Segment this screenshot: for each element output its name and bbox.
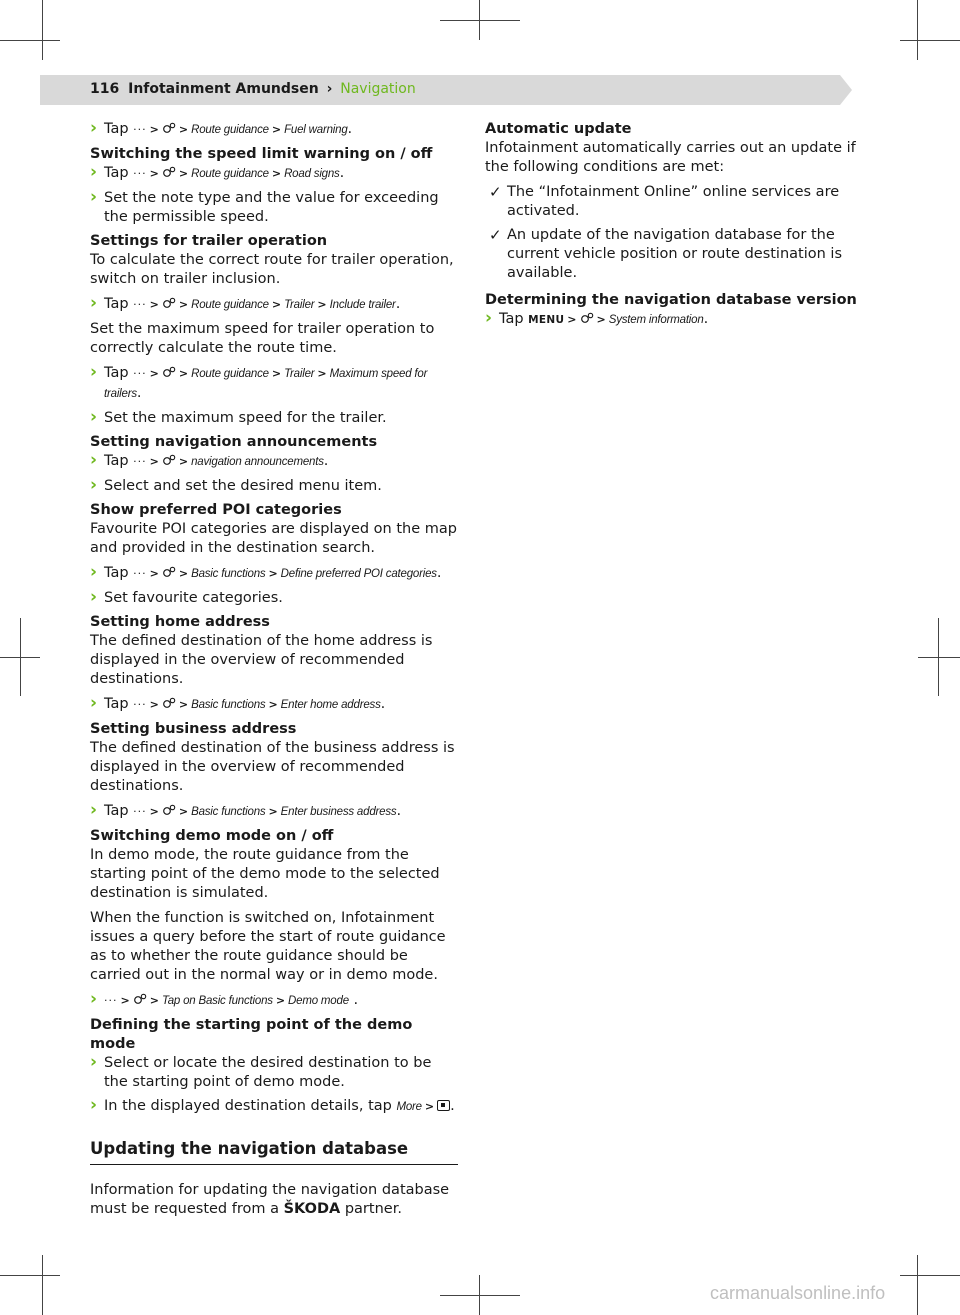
section-heading-update: Updating the navigation database [90,1139,458,1165]
crop-mark [42,0,43,60]
running-header [90,81,416,97]
step-database-version: › Tap MENU > > System information. [485,310,857,330]
step-trailer-2: › Tap ··· > > Route guidance > Trailer > Maximum speed for trailers. [90,364,458,404]
more-dots-icon: ··· [133,567,147,580]
step-trailer-1: › Tap ··· > > Route guidance > Trailer > Include trailer. [90,295,458,315]
brand-name: ŠKODA [283,1201,341,1217]
heading-database-version: Determining the navigation database version [485,292,857,308]
step-poi-1: › Tap ··· > > Basic functions > Define preferred POI categories. [90,564,458,584]
heading-announcements: Setting navigation announcements [90,434,378,450]
settings-gear-icon [162,166,176,178]
crop-mark [900,1275,960,1276]
step-poi-2: › Set favourite categories. [90,589,458,608]
update-body: Information for updating the navigation database must be requested from a ŠKODA partner. [90,1182,450,1217]
more-dots-icon: ··· [133,367,147,380]
poi-body: Favourite POI categories are displayed on the map and provided in the destination search. [90,521,457,556]
settings-gear-icon [162,804,176,816]
settings-gear-icon [162,566,176,578]
settings-gear-icon [580,312,594,324]
trailer-body-2: Set the maximum speed for trailer operation to correctly calculate the route time. [90,321,435,356]
step-speed-limit-2: › Set the note type and the value for exceeding the permissible speed. [90,189,458,227]
crop-mark [0,40,60,41]
demo-body-2: When the function is switched on, Infotainment issues a query before the start of route guidance as to whether the route guidance should be carried out in the normal way or in demo mode. [90,910,446,983]
heading-poi: Show preferred POI categories [90,502,342,518]
header-band-tip [840,75,852,105]
step-demo-1: › ··· > > Tap on Basic functions > Demo mode . [90,991,458,1011]
heading-automatic-update: Automatic update [485,121,632,137]
crop-mark [918,657,960,658]
more-dots-icon: ··· [133,123,147,136]
crop-mark [900,40,960,41]
left-column [90,120,458,1225]
crop-mark [917,1255,918,1315]
settings-gear-icon [162,122,176,134]
right-column [485,120,857,335]
heading-demo-start: Defining the starting point of the demo mode [90,1017,413,1052]
more-dots-icon: ··· [133,698,147,711]
heading-speed-limit: Switching the speed limit warning on / off [90,146,433,162]
more-dots-icon: ··· [133,805,147,818]
crop-mark [0,657,40,658]
condition-item: ✓ An update of the navigation database for the current vehicle position or route destination is available. [489,226,843,281]
heading-demo-mode: Switching demo mode on / off [90,828,334,844]
step-demo-start-1: › Select or locate the desired destination to be the starting point of demo mode. [90,1054,458,1092]
demo-body: In demo mode, the route guidance from the starting point of the demo mode to the selected destination is simulated. [90,847,440,901]
step-home-1: › Tap ··· > > Basic functions > Enter home address. [90,695,458,715]
breadcrumb-separator: › [326,81,333,97]
step-announcements-1: › Tap ··· > > navigation announcements. [90,452,458,472]
settings-gear-icon [162,454,176,466]
settings-gear-icon [162,697,176,709]
more-dots-icon: ··· [133,167,147,180]
step-fuel-warning: › Tap ··· > > Route guidance > Fuel warning. [90,120,458,140]
settings-gear-icon [162,366,176,378]
section-title: Navigation [340,81,416,97]
more-dots-icon: ··· [133,298,147,311]
crop-mark [440,20,520,21]
heading-business-address: Setting business address [90,721,297,737]
checkmark-icon: ✓ [489,226,502,244]
watermark: carmanualsonline.info [710,1283,886,1303]
map-pin-icon [437,1100,450,1111]
condition-item: ✓ The “Infotainment Online” online services are activated. [489,183,840,219]
crop-mark [42,1255,43,1315]
step-trailer-3: › Set the maximum speed for the trailer. [90,409,458,428]
chapter-title: Infotainment Amundsen [128,81,319,97]
crop-mark [440,1295,520,1296]
heading-trailer: Settings for trailer operation [90,233,328,249]
step-speed-limit-1: › Tap ··· > > Route guidance > Road signs. [90,164,458,184]
home-body: The defined destination of the home address is displayed in the overview of recommended destinations. [90,633,433,687]
checkmark-icon: ✓ [489,183,502,201]
step-business-1: › Tap ··· > > Basic functions > Enter business address. [90,802,458,822]
heading-home-address: Setting home address [90,614,270,630]
trailer-body: To calculate the correct route for trailer operation, switch on trailer inclusion. [90,252,454,287]
page-number: 116 [90,81,120,97]
automatic-update-body: Infotainment automatically carries out an update if the following conditions are met: [485,140,856,175]
more-dots-icon: ··· [104,994,118,1007]
business-body: The defined destination of the business address is displayed in the overview of recommended destinations. [90,740,455,794]
crop-mark [917,0,918,60]
crop-mark [0,1275,60,1276]
settings-gear-icon [133,993,147,1005]
menu-key-icon: MENU [528,314,565,326]
step-demo-start-2: › In the displayed destination details, tap More > . [90,1097,458,1117]
more-dots-icon: ··· [133,455,147,468]
settings-gear-icon [162,297,176,309]
step-announcements-2: › Select and set the desired menu item. [90,477,458,496]
